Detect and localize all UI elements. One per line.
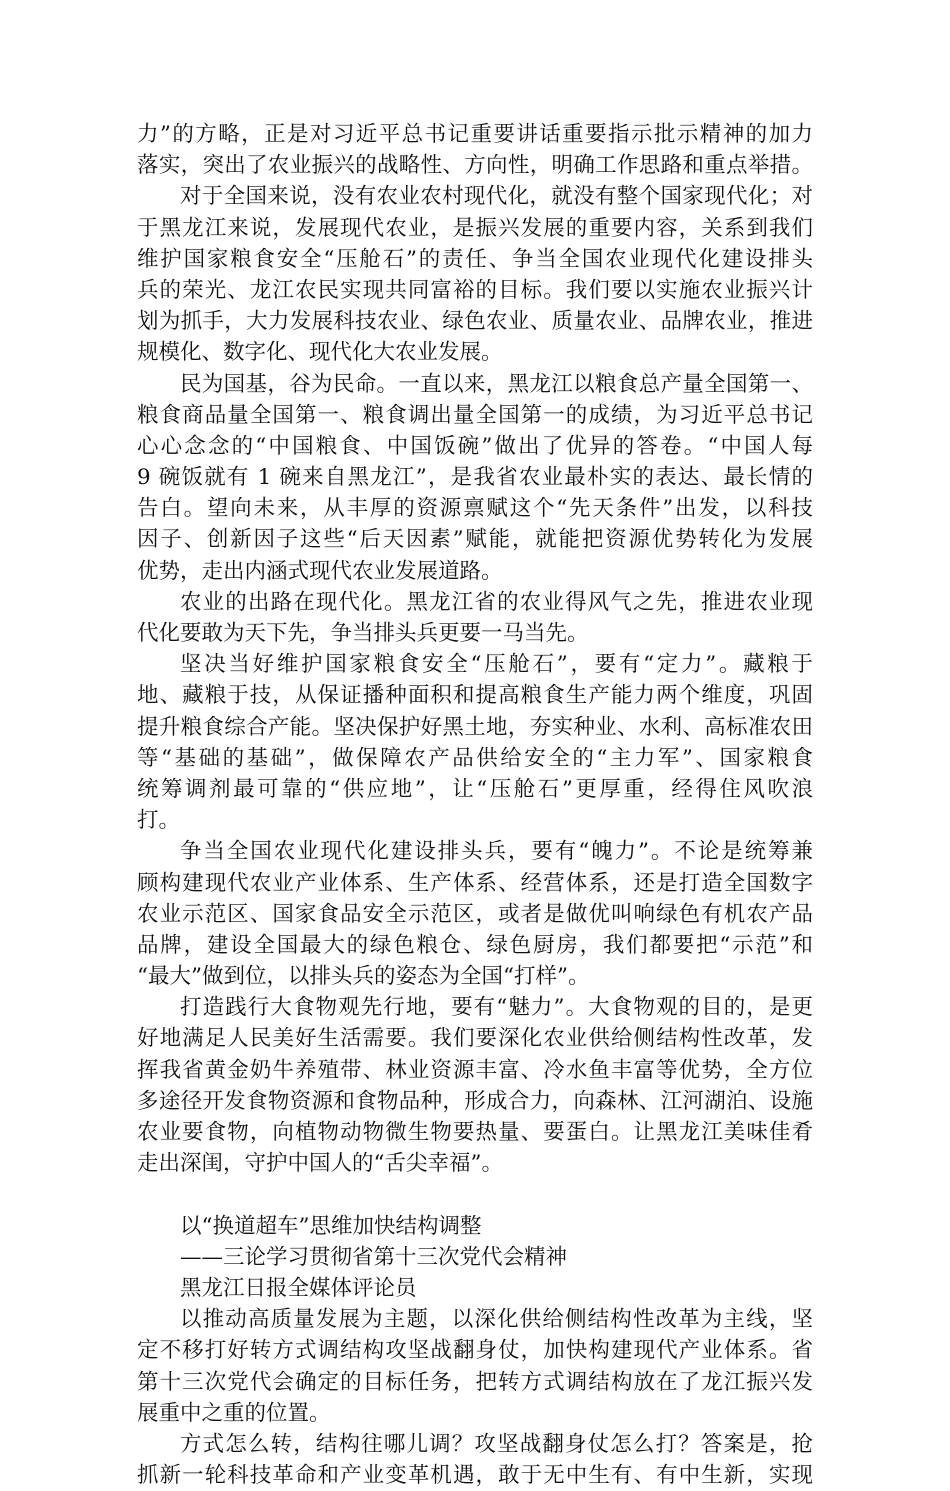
text-line: 展重中之重的位置。 — [137, 1400, 331, 1426]
text-line: 坚决当好维护国家粮食安全“压舱石”，要有“定力”。藏粮于 — [180, 652, 813, 678]
text-line: 打造践行大食物观先行地，要有“魅力”。大食物观的目的，是更 — [180, 995, 813, 1021]
text-line: 规模化、数字化、现代化大农业发展。 — [137, 340, 503, 366]
text-line: 打。 — [137, 808, 181, 834]
text-line: 品牌，建设全国最大的绿色粮仓、绿色厨房，我们都要把“示范”和 — [137, 932, 813, 958]
text-line: 力”的方略，正是对习近平总书记重要讲话重要指示批示精神的加力 — [137, 122, 813, 147]
blank-line — [137, 1179, 813, 1210]
text-line: 9 碗饭就有 1 碗来自黑龙江”，是我省农业最朴实的表达、最长情的 — [137, 465, 813, 491]
text-line: 争当全国农业现代化建设排头兵，要有“魄力”。不论是统筹兼 — [180, 839, 813, 865]
text-line: 提升粮食综合产能。坚决保护好黑土地，夯实种业、水利、高标准农田 — [137, 714, 813, 740]
text-line: 粮食商品量全国第一、粮食调出量全国第一的成绩，为习近平总书记 — [137, 402, 813, 428]
text-line: 挥我省黄金奶牛养殖带、林业资源丰富、冷水鱼丰富等优势，全方位 — [137, 1057, 813, 1083]
text-line: 走出深闺，守护中国人的“舌尖幸福”。 — [137, 1151, 503, 1177]
text-line: 方式怎么转，结构往哪儿调？攻坚战翻身仗怎么打？答案是，抢 — [180, 1431, 813, 1457]
text-line: 好地满足人民美好生活需要。我们要深化农业供给侧结构性改革，发 — [137, 1026, 813, 1052]
text-line: 顾构建现代农业产业体系、生产体系、经营体系，还是打造全国数字 — [137, 870, 813, 896]
text-line: 代化要敢为天下先，争当排头兵更要一马当先。 — [137, 621, 589, 646]
text-line: 落实，突出了农业振兴的战略性、方向性，明确工作思路和重点举措。 — [137, 153, 813, 179]
text-line: 地、藏粮于技，从保证播种面积和提高粮食生产能力两个维度，巩固 — [137, 683, 813, 709]
text-line: 兵的荣光、龙江农民实现共同富裕的目标。我们要以实施农业振兴计 — [137, 277, 813, 303]
text-line: 对于全国来说，没有农业农村现代化，就没有整个国家现代化；对 — [180, 184, 813, 210]
text-line: ——三论学习贯彻省第十三次党代会精神 — [180, 1244, 568, 1270]
text-line: 统筹调剂最可靠的“供应地”，让“压舱石”更厚重，经得住风吹浪 — [137, 776, 813, 802]
text-line: 优势，走出内涵式现代农业发展道路。 — [137, 558, 503, 584]
text-line: 心心念念的“中国粮食、中国饭碗”做出了优异的答卷。“中国人每 — [137, 433, 813, 459]
text-line: 于黑龙江来说，发展现代农业，是振兴发展的重要内容，关系到我们 — [137, 215, 813, 241]
text-line: 以推动高质量发展为主题，以深化供给侧结构性改革为主线，坚 — [180, 1307, 813, 1333]
text-line: 多途径开发食物资源和食物品种，形成合力，向森林、江河湖泊、设施 — [137, 1088, 813, 1114]
text-line: 告白。望向未来，从丰厚的资源禀赋这个“先天条件”出发，以科技 — [137, 496, 813, 522]
text-line: 农业示范区、国家食品安全示范区，或者是做优叫响绿色有机农产品 — [137, 901, 813, 927]
text-line: 划为抓手，大力发展科技农业、绿色农业、质量农业、品牌农业，推进 — [137, 309, 813, 335]
text-line: 等“基础的基础”，做保障农产品供给安全的“主力军”、国家粮食 — [137, 745, 813, 771]
text-line: 因子、创新因子这些“后天因素”赋能，就能把资源优势转化为发展 — [137, 527, 813, 553]
text-line: 民为国基，谷为民命。一直以来，黑龙江以粮食总产量全国第一、 — [180, 371, 813, 397]
text-line: 第十三次党代会确定的目标任务，把转方式调结构放在了龙江振兴发 — [137, 1369, 813, 1395]
text-line: 抓新一轮科技革命和产业变革机遇，敢于无中生有、有中生新，实现 — [137, 1463, 813, 1489]
text-line: 以“换道超车”思维加快结构调整 — [180, 1213, 482, 1239]
text-line: 黑龙江日报全媒体评论员 — [180, 1275, 417, 1301]
text-line: 定不移打好转方式调结构攻坚战翻身仗，加快构建现代产业体系。省 — [137, 1338, 813, 1364]
document-body — [137, 119, 813, 1491]
text-line: 农业的出路在现代化。黑龙江省的农业得风气之先，推进农业现 — [180, 589, 813, 615]
text-line: “最大”做到位，以排头兵的姿态为全国“打样”。 — [137, 964, 590, 990]
text-line: 农业要食物，向植物动物微生物要热量、要蛋白。让黑龙江美味佳肴 — [137, 1120, 813, 1145]
text-line: 维护国家粮食安全“压舱石”的责任、争当全国农业现代化建设排头 — [137, 246, 813, 272]
